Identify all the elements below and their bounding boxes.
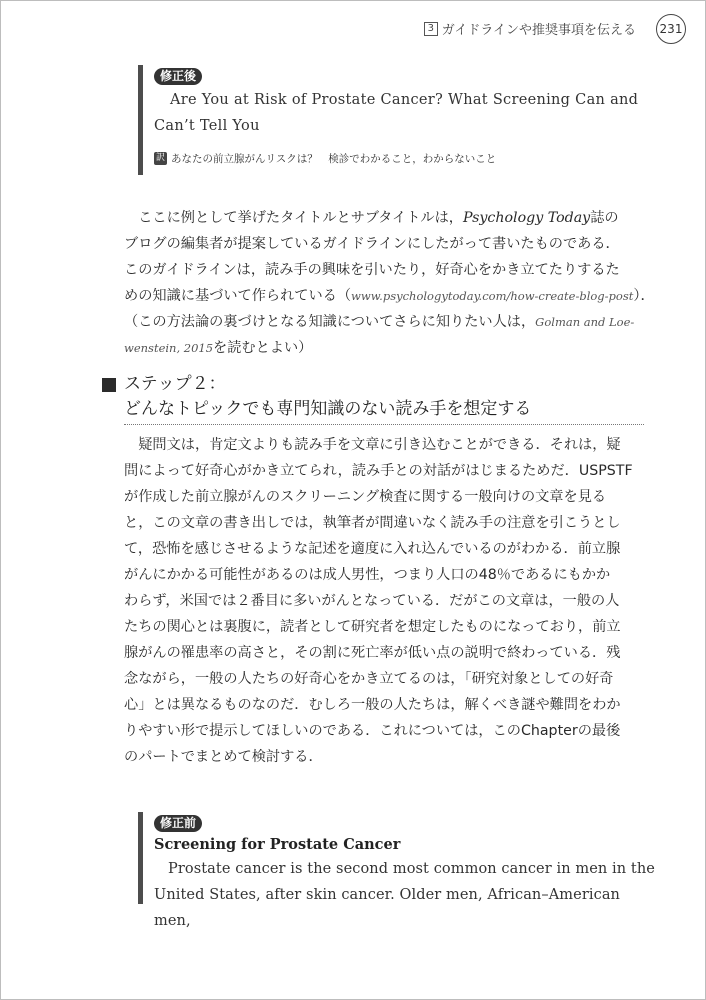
paragraph-1-line: wenstein, 2015を読むとよい） <box>124 340 313 356</box>
paragraph-2-line: がんにかかる可能性があるのは成人男性，つまり人口の48％であるにもかか <box>124 567 611 583</box>
paragraph-2-line: 心」とは異なるものなのだ．むしろ一般の人たちは，解くべき謎や難問をわか <box>124 697 621 713</box>
paragraph-2-line: て，恐怖を感じさせるような記述を適度に入れ込んでいるのがわかる．前立腺 <box>124 541 621 557</box>
original-heading: Screening for Prostate Cancer <box>154 836 401 853</box>
paragraph-2 <box>124 432 644 770</box>
revised-badge: 修正後 <box>154 68 202 85</box>
citation: Golman and Loe- <box>535 315 635 329</box>
magazine-name: Psychology Today <box>462 210 591 226</box>
translation-line <box>154 151 659 166</box>
paragraph-1-line: （この方法論の裏づけとなる知識についてさらに知りたい人は，Golman and Loe- <box>124 314 635 330</box>
revised-title-line1: Are You at Risk of Prostate Cancer? What Screening Can and <box>170 92 639 108</box>
revised-example-block <box>138 65 659 175</box>
paragraph-2-line: たちの関心とは裏腹に，読者として研究者を想定したものになっており，前立 <box>124 619 621 635</box>
translation-icon: 訳 <box>155 153 165 163</box>
paragraph-2-line: 腺がんの罹患率の高さと，その割に死亡率が低い点の説明で終わっている．残 <box>124 645 621 661</box>
heading-square-icon <box>102 378 116 392</box>
paragraph-2-line: が作成した前立腺がんのスクリーニング検査に関する一般向けの文章を見る <box>124 489 607 505</box>
chapter-title: ガイドラインや推奨事項を伝える <box>441 23 636 38</box>
paragraph-2-line: 疑問文は，肯定文よりも読み手を文章に引き込むことができる．それは，疑 <box>138 437 621 453</box>
chapter-number-box: 3 <box>424 22 438 36</box>
original-example-block <box>138 812 659 929</box>
paragraph-2-line: 念ながら，一般の人たちの好奇心をかき立てるのは，「研究対象としての好奇 <box>124 671 614 687</box>
dotted-divider <box>124 424 644 425</box>
original-body <box>154 856 659 934</box>
paragraph-2-line: 問によって好奇心がかき立てられ，読み手との対話がはじまるためだ．USPSTF <box>124 463 633 479</box>
step-2-subtitle: どんなトピックでも専門知識のない読み手を想定する <box>124 399 532 419</box>
citation-cont: wenstein, 2015 <box>124 341 214 355</box>
paragraph-1-line: ここに例として挙げたタイトルとサブタイトルは，Psychology Today誌の <box>138 210 619 226</box>
paragraph-1-line: ブログの編集者が提案しているガイドラインにしたがって書いたものである． <box>124 236 620 252</box>
step-2-heading <box>102 372 642 422</box>
page-number: 231 <box>656 14 686 44</box>
paragraph-2-line: のパートでまとめて検討する． <box>124 749 323 765</box>
running-header <box>424 19 636 38</box>
reference-url: www.psychologytoday.com/how-create-blog-post <box>351 289 634 303</box>
paragraph-2-line: わらず，米国では２番目に多いがんとなっている．だがこの文章は，一般の人 <box>124 593 620 609</box>
original-body-line2: United States, after skin cancer. Older men, African–American men, <box>154 887 621 929</box>
step-2-title: ステップ２： <box>124 374 226 394</box>
translation-text: あなたの前立腺がんリスクは？ 検診でわかること，わからないこと <box>171 153 497 165</box>
paragraph-1 <box>124 205 655 361</box>
revised-title-line2: Can’t Tell You <box>154 118 260 134</box>
original-badge: 修正前 <box>154 815 202 832</box>
revised-title <box>154 87 659 139</box>
original-body-line1: Prostate cancer is the second most common cancer in men in the <box>168 861 655 877</box>
paragraph-1-line: めの知識に基づいて作られている（www.psychologytoday.com/how-create-blog-post）． <box>124 288 655 304</box>
paragraph-1-line: このガイドラインは，読み手の興味を引いたり，好奇心をかき立てたりするた <box>124 262 620 278</box>
paragraph-2-line: りやすい形で提示してほしいのである．これについては，このChapterの最後 <box>124 723 621 739</box>
paragraph-2-line: と，この文章の書き出しでは，執筆者が間違いなく読み手の注意を引こうとし <box>124 515 621 531</box>
